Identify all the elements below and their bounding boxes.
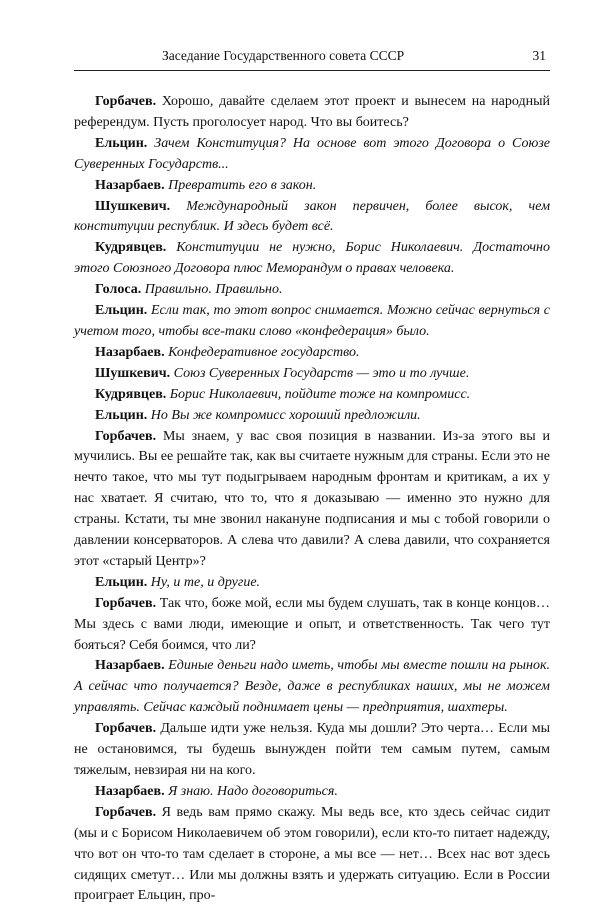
speaker-name: Шушкевич. [95,198,171,214]
speech-text: Правильно. Правильно. [144,282,283,298]
transcript-paragraph [74,280,550,301]
transcript-paragraph [74,594,550,657]
transcript-paragraph [74,385,550,406]
transcript-paragraph [74,301,550,343]
speech-text: Дальше идти уже нельзя. Куда мы дошли? Это черта… Если мы не остановимся, ты будешь вынужден пойти тем самым путем, самым тяжелым, невзирая ни на кого. [74,721,551,778]
transcript-paragraph [74,656,550,719]
speaker-name: Шушкевич. [95,365,171,381]
speaker-name: Горбачев. [95,94,157,109]
speech-text: Но Вы же компромисс хороший предложили. [150,407,421,423]
page-number: 31 [532,48,546,63]
speaker-name: Назарбаев. [95,344,165,360]
speaker-name: Кудрявцев. [95,240,167,256]
speech-text: Я знаю. Надо договориться. [168,783,338,799]
speech-text: Я ведь вам прямо скажу. Мы ведь все, кто здесь сейчас сидит (мы и с Борисом Николаевичем об этом говорили), если кто-то питает надежду, что вот он что-то там сделает в стороне, а мы все — нет… Всех нас вот здесь сидящих сметут… Или мы должны взять и удержать ситуацию. Если в России проиграет Ельцин, про- [74,804,551,904]
speech-text: Ну, и те, и другие. [150,574,261,590]
header-rule [74,70,550,71]
speech-text: Мы знаем, у вас своя позиция в названии. Из-за этого вы и мучились. Вы ее решайте так, как вы считаете нужным для страны. Если это не нечто такое, что мы тут подыгрываем народным фронтам и критикам, а их у нас хватает. Я считаю, что то, что я доказываю — именно это нужно для страны. Кстати, ты мне звонил накануне подписания и мы с тобой говорили о давлении консерваторов. А слева что давили? А слева давили, что сохраняется этот «старый Центр»? [74,428,551,569]
speaker-name: Горбачев. [95,595,157,611]
transcript-paragraph [74,343,550,364]
transcript-body [74,92,550,907]
transcript-paragraph [74,782,550,803]
speech-text: Хорошо, давайте сделаем этот проект и вынесем на народный референдум. Пусть проголосует народ. Что вы боитесь? [74,94,550,130]
speaker-name: Ельцин. [95,303,148,319]
transcript-paragraph [74,134,550,176]
speech-text: Зачем Конституция? На основе вот этого Договора о Союзе Суверенных Государств... [74,135,551,172]
transcript-paragraph [74,803,550,907]
speaker-name: Горбачев. [95,428,157,444]
transcript-paragraph [74,238,550,280]
speech-text: Если так, то этот вопрос снимается. Можно сейчас вернуться с учетом того, чтобы все-таки слово «конфедерация» было. [74,303,550,339]
page-header [74,48,550,64]
transcript-paragraph [74,573,550,594]
speech-text: Международный закон первичен, более высок, чем конституции республик. И здесь будет всё. [74,198,551,235]
speech-text: Конституции не нужно, Борис Николаевич. Достаточно этого Союзного Договора плюс Меморандум о правах человека. [74,240,550,277]
speaker-name: Кудрявцев. [95,386,167,402]
speaker-name: Ельцин. [95,574,148,590]
speech-text: Единые деньги надо иметь, чтобы мы вместе пошли на рынок. А сейчас что получается? Везде, даже в республиках наших, мы не можем управлять. Сейчас каждый поднимает цены — предприятия, шахтеры. [74,658,550,716]
transcript-paragraph [74,719,550,782]
transcript-paragraph [74,197,550,239]
transcript-paragraph [74,176,550,197]
transcript-paragraph [74,406,550,427]
speaker-name: Горбачев. [95,804,157,820]
speech-text: Союз Суверенных Государств — это и то лучше. [173,365,470,381]
speech-text: Борис Николаевич, пойдите тоже на компромисс. [169,386,471,402]
speaker-name: Ельцин. [95,135,148,151]
running-title: Заседание Государственного совета СССР [162,48,405,63]
speaker-name: Ельцин. [95,407,148,423]
transcript-paragraph [74,92,550,134]
speaker-name: Назарбаев. [95,177,165,193]
speaker-name: Горбачев. [95,721,157,737]
speech-text: Так что, боже мой, если мы будем слушать, так в конце концов… Мы здесь с вами люди, имеющие и опыт, и ответственность. Так чего тут бояться? Себя боимся, что ли? [74,595,551,653]
speech-text: Конфедеративное государство. [168,344,360,360]
transcript-paragraph [74,364,550,385]
transcript-paragraph [74,427,550,573]
speech-text: Превратить его в закон. [168,177,317,193]
speaker-name: Назарбаев. [95,658,165,674]
speaker-name: Назарбаев. [95,783,165,799]
speaker-name: Голоса. [95,282,142,298]
